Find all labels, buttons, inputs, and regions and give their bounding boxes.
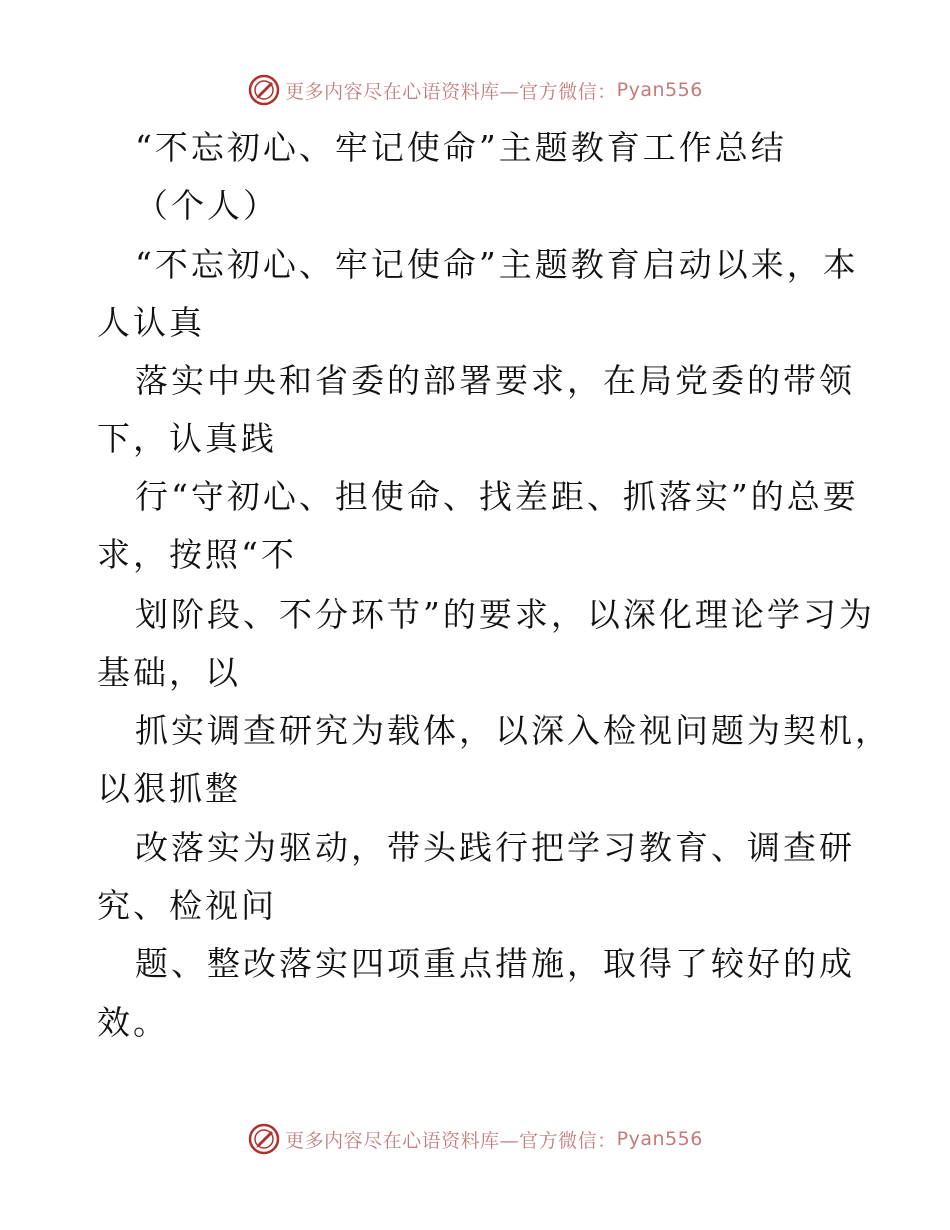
paragraph-line: 究、检视问 <box>97 886 277 925</box>
paragraph-line: 行“守初心、担使命、找差距、抓落实”的总要 <box>135 477 859 516</box>
paragraph-line: 抓实调查研究为载体，以深入检视问题为契机， <box>135 711 891 750</box>
paragraph-line: 求，按照“不 <box>97 535 297 574</box>
paragraph-line: “不忘初心、牢记使命”主题教育启动以来，本 <box>135 245 859 284</box>
paragraph-line: 改落实为驱动，带头践行把学习教育、调查研 <box>135 828 855 867</box>
paragraph-line: 基础，以 <box>97 653 241 692</box>
watermark-wechat-id: Pyan556 <box>616 1128 703 1150</box>
watermark-text: 更多内容尽在心语资料库—官方微信： <box>285 80 617 103</box>
paragraph-line: 效。 <box>97 1003 169 1042</box>
paragraph-line: 落实中央和省委的部署要求，在局党委的带领 <box>135 361 855 400</box>
brand-logo-icon <box>247 1122 281 1156</box>
document-subtitle: （个人） <box>135 186 279 225</box>
watermark-text: 更多内容尽在心语资料库—官方微信： <box>285 1129 617 1152</box>
paragraph-line: 题、整改落实四项重点措施，取得了较好的成 <box>135 944 855 983</box>
paragraph-line: 人认真 <box>97 303 205 342</box>
paragraph-line: 下，认真践 <box>97 419 277 458</box>
document-title: “不忘初心、牢记使命”主题教育工作总结 <box>135 128 787 167</box>
watermark-wechat-id: Pyan556 <box>616 79 703 101</box>
paragraph-line: 划阶段、不分环节”的要求，以深化理论学习为 <box>135 595 875 634</box>
paragraph-line: 以狠抓整 <box>97 769 241 808</box>
watermark-footer <box>0 1119 950 1159</box>
